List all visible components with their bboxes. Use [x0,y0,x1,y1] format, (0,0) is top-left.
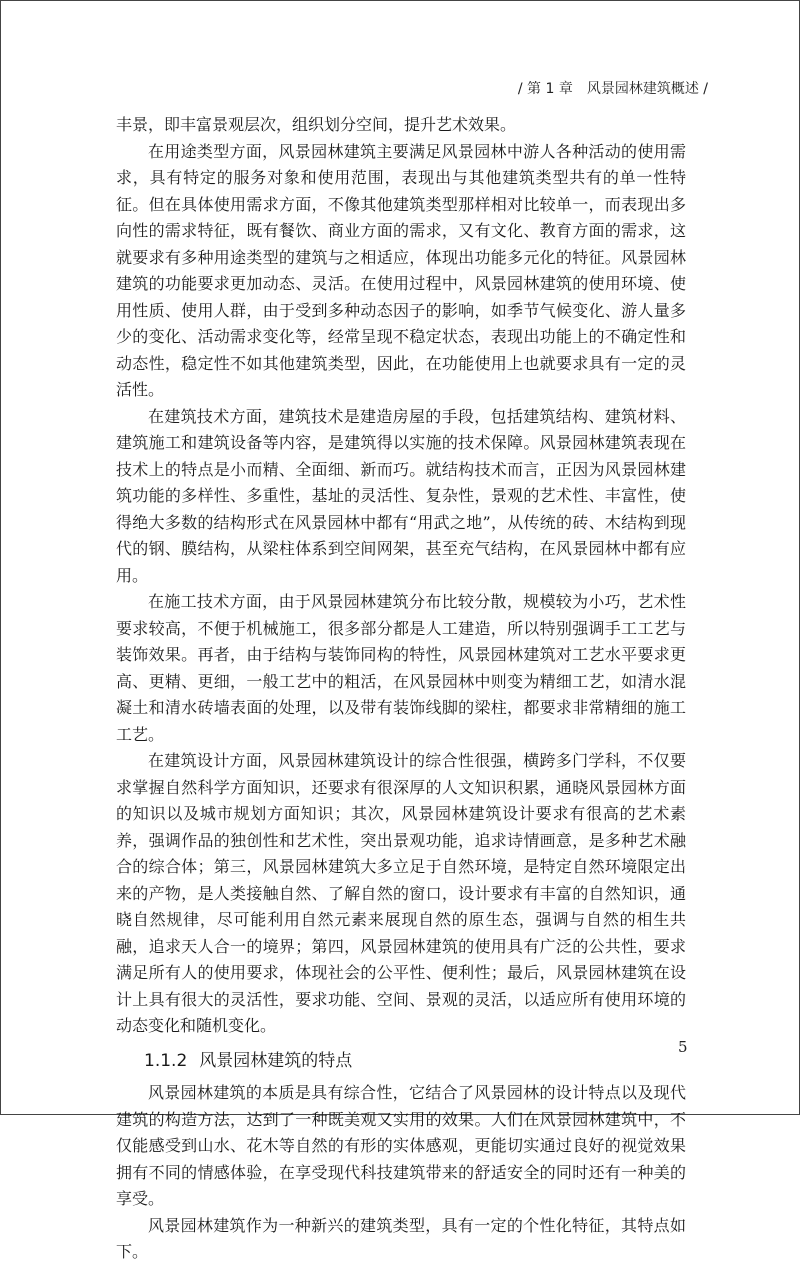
paragraph-characteristics-intro: 风景园林建筑作为一种新兴的建筑类型，具有一定的个性化特征，其特点如下。 [116,1215,686,1261]
page-body [116,112,686,1266]
section-number: 1.1.2 [144,1050,188,1071]
paragraph-usage-types: 在用途类型方面，风景园林建筑主要满足风景园林中游人各种活动的使用需求，具有特定的服务对象和使用范围，表现出与其他建筑类型共有的单一性特征。但在具体使用需求方面，不像其他建筑类型那样相对比较单一，而表现出多向性的需求特征，既有餐饮、商业方面的需求，又有文化、教育方面的需求，这就要求有多种用途类型的建筑与之相适应，体现出功能多元化的特征。风景园林建筑的功能要求更加动态、灵活。在使用过程中，风景园林建筑的使用环境、使用性质、使用人群，由于受到多种动态因子的影响，如季节气候变化、游人量多少的变化、活动需求变化等，经常呈现不稳定状态，表现出功能上的不确定性和动态性，稳定性不如其他建筑类型，因此，在功能使用上也就要求具有一定的灵活性。 [116,141,686,399]
section-title: 风景园林建筑的特点 [199,1050,353,1071]
page-number: 5 [678,1038,688,1056]
paragraph-architectural-design: 在建筑设计方面，风景园林建筑设计的综合性很强，横跨多门学科，不仅要求掌握自然科学方面知识，还要求有很深厚的人文知识积累，通晓风景园林方面的知识以及城市规划方面知识；其次，风景园林建筑设计要求有很高的艺术素养，强调作品的独创性和艺术性，突出景观功能，追求诗情画意，是多种艺术融合的综合体；第三，风景园林建筑大多立足于自然环境，是特定自然环境限定出来的产物，是人类接触自然、了解自然的窗口，设计要求有丰富的自然知识，通晓自然规律，尽可能利用自然元素来展现自然的原生态，强调与自然的相生共融，追求天人合一的境界；第四，风景园林建筑的使用具有广泛的公共性，要求满足所有人的使用要求，体现社会的公平性、便利性；最后，风景园林建筑在设计上具有很大的灵活性，要求功能、空间、景观的灵活，以适应所有使用环境的动态变化和随机变化。 [116,751,686,1035]
paragraph-essence: 风景园林建筑的本质是具有综合性，它结合了风景园林的设计特点以及现代建筑的构造方法，达到了一种既美观又实用的效果。人们在风景园林建筑中，不仅能感受到山水、花木等自然的有形的实体感观，更能切实通过良好的视觉效果拥有不同的情感体验，在享受现代科技建筑带来的舒适安全的同时还有一种美的享受。 [116,1083,686,1208]
paragraph-construction-technology: 在施工技术方面，由于风景园林建筑分布比较分散，规模较为小巧，艺术性要求较高，不便于机械施工，很多部分都是人工建造，所以特别强调手工工艺与装饰效果。再者，由于结构与装饰同构的特性，风景园林建筑对工艺水平要求更高、更精、更细，一般工艺中的粗活，在风景园林中则变为精细工艺，如清水混凝土和清水砖墙表面的处理，以及带有装饰线脚的梁柱，都要求非常精细的施工工艺。 [116,592,686,744]
running-header: / 第 1 章 风景园林建筑概述 / [517,81,708,97]
section-heading [116,1048,686,1075]
paragraph-continued: 丰景，即丰富景观层次，组织划分空间，提升艺术效果。 [116,115,517,134]
paragraph-building-technology: 在建筑技术方面，建筑技术是建造房屋的手段，包括建筑结构、建筑材料、建筑施工和建筑设备等内容，是建筑得以实施的技术保障。风景园林建筑表现在技术上的特点是小而精、全面细、新而巧。就结构技术而言，正因为风景园林建筑功能的多样性、多重性，基址的灵活性、复杂性，景观的艺术性、丰富性，使得绝大多数的结构形式在风景园林中都有“用武之地”，从传统的砖、木结构到现代的钢、膜结构，从梁柱体系到空间网架，甚至充气结构，在风景园林中都有应用。 [116,406,686,585]
